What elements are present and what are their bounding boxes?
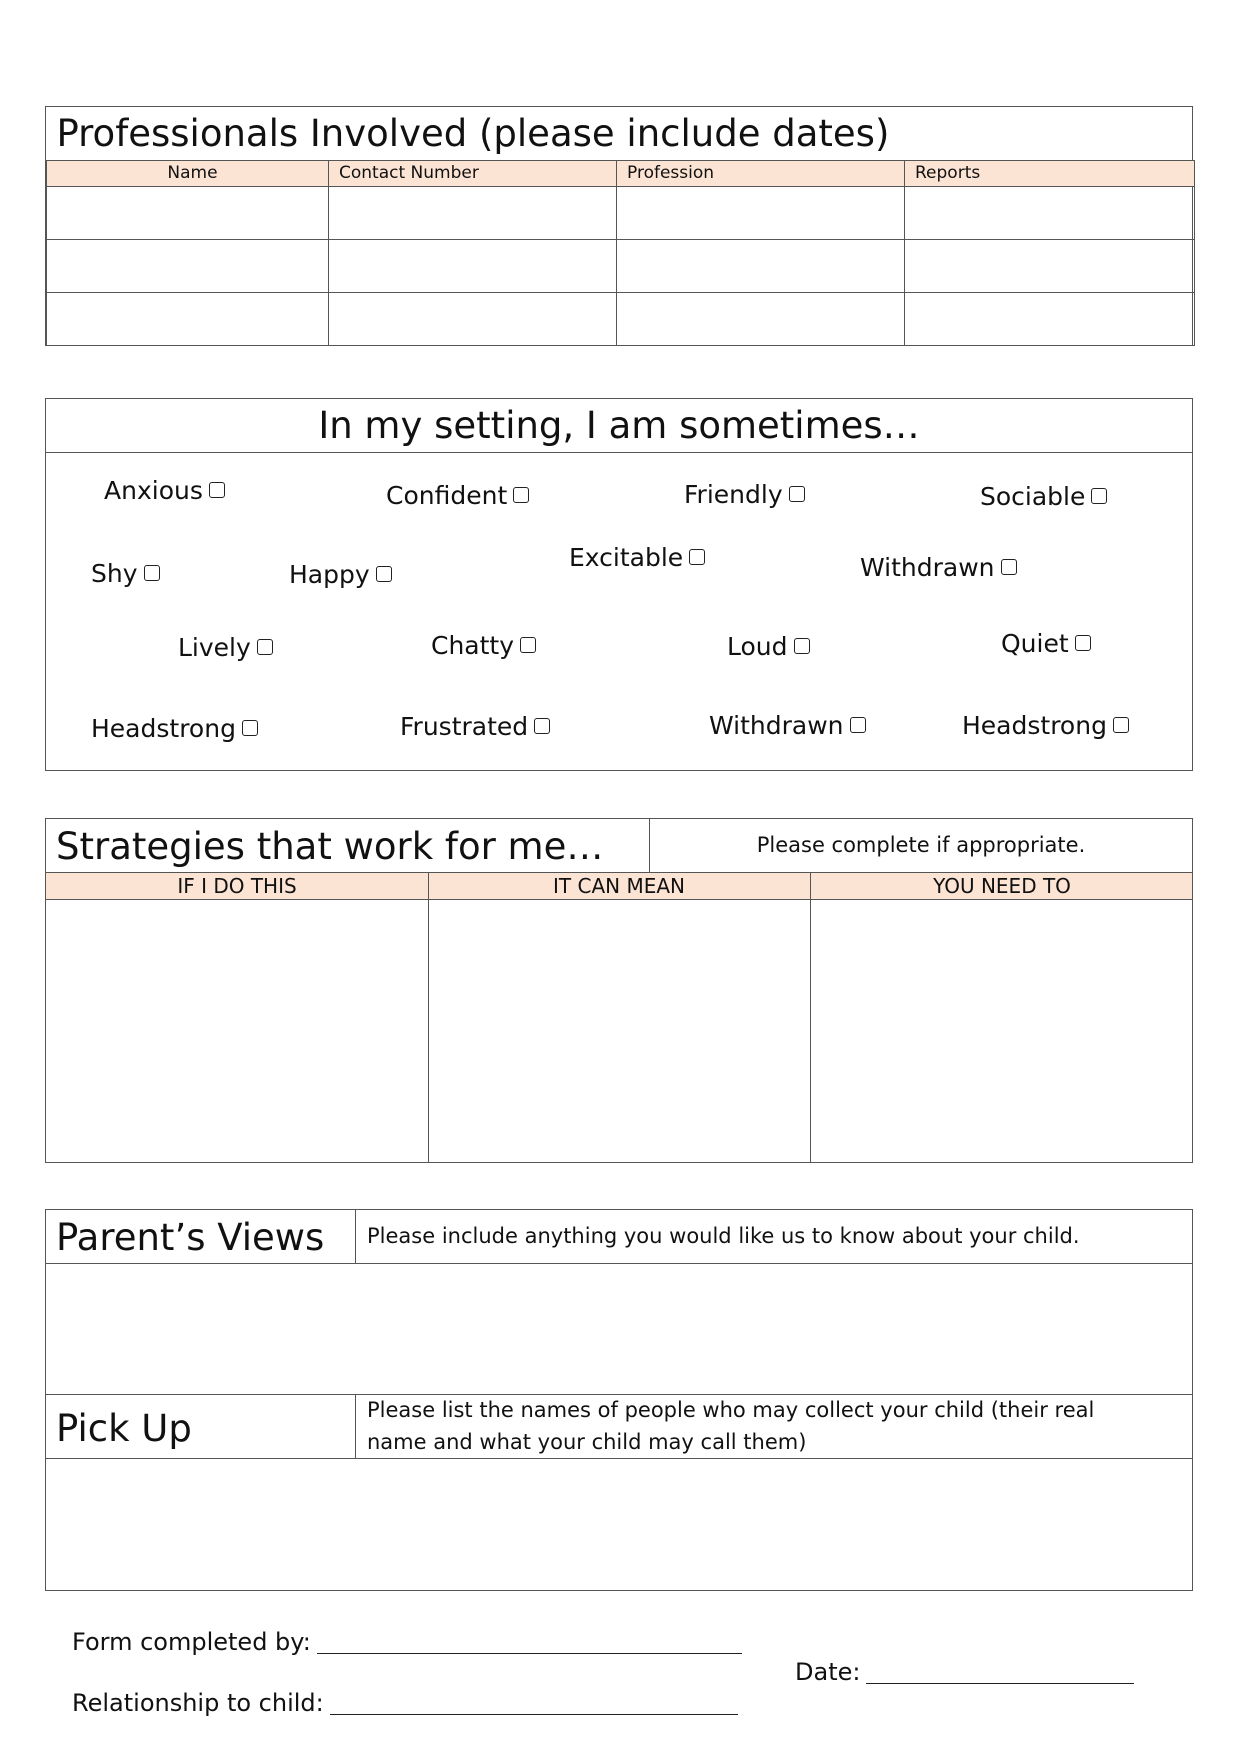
- checkbox-label: Confident: [386, 481, 508, 510]
- pick-up-title: Pick Up: [56, 1407, 192, 1450]
- checkbox-square-icon[interactable]: [1113, 717, 1129, 733]
- profession-cell[interactable]: [617, 186, 905, 239]
- checkbox-label: Withdrawn: [860, 553, 995, 582]
- checkbox-excitable[interactable]: [569, 543, 705, 572]
- checkbox-label: Excitable: [569, 543, 684, 572]
- relationship-row: [72, 1689, 738, 1717]
- strategies-section: [45, 818, 1193, 1163]
- checkbox-square-icon[interactable]: [689, 549, 705, 565]
- if-i-do-this-field[interactable]: [46, 901, 428, 1162]
- pick-up-field[interactable]: [46, 1460, 1192, 1590]
- checkbox-square-icon[interactable]: [513, 487, 529, 503]
- checkbox-label: Anxious: [104, 476, 203, 505]
- parents-views-field[interactable]: [46, 1265, 1192, 1393]
- table-row: [47, 239, 1195, 292]
- you-need-to-field[interactable]: [811, 901, 1192, 1162]
- table-row: [47, 186, 1195, 239]
- strategies-note: Please complete if appropriate.: [756, 833, 1086, 857]
- checkbox-withdrawn-2[interactable]: [709, 711, 866, 740]
- checkbox-square-icon[interactable]: [1075, 635, 1091, 651]
- pick-up-note-line: Please list the names of people who may collect your child (their real: [367, 1398, 1095, 1422]
- checkbox-confident[interactable]: [386, 481, 529, 510]
- parents-views-note: Please include anything you would like us to know about your child.: [367, 1224, 1080, 1248]
- checkbox-label: Happy: [289, 560, 370, 589]
- checkbox-loud[interactable]: [727, 632, 810, 661]
- checkbox-chatty[interactable]: [431, 631, 536, 660]
- divider: [46, 1458, 1192, 1459]
- name-cell[interactable]: [47, 239, 329, 292]
- setting-section: [45, 398, 1193, 771]
- checkbox-square-icon[interactable]: [794, 638, 810, 654]
- column-header-reports: Reports: [905, 160, 1195, 186]
- strategies-title: Strategies that work for me…: [46, 819, 650, 872]
- checkbox-label: Withdrawn: [709, 711, 844, 740]
- checkbox-shy[interactable]: [91, 559, 160, 588]
- name-cell[interactable]: [47, 186, 329, 239]
- relationship-field[interactable]: [330, 1689, 738, 1715]
- reports-cell[interactable]: [905, 292, 1195, 345]
- column-header-contact-number: Contact Number: [329, 160, 617, 186]
- date-label: Date:: [795, 1658, 861, 1686]
- column-header-you-need-to: YOU NEED TO: [933, 874, 1071, 898]
- checkbox-square-icon[interactable]: [144, 565, 160, 581]
- completed-by-label: Form completed by:: [72, 1628, 311, 1656]
- checkbox-frustrated[interactable]: [400, 712, 550, 741]
- profession-cell[interactable]: [617, 239, 905, 292]
- checkbox-quiet[interactable]: [1001, 629, 1091, 658]
- checkbox-headstrong-2[interactable]: [962, 711, 1129, 740]
- column-header-name: Name: [47, 160, 329, 186]
- profession-cell[interactable]: [617, 292, 905, 345]
- professionals-table: [46, 107, 1195, 346]
- checkbox-friendly[interactable]: [684, 480, 805, 509]
- checkbox-square-icon[interactable]: [242, 720, 258, 736]
- contact-number-cell[interactable]: [329, 292, 617, 345]
- divider: [46, 1263, 1192, 1264]
- checkbox-label: Frustrated: [400, 712, 529, 741]
- checkbox-sociable[interactable]: [980, 482, 1107, 511]
- checkbox-withdrawn[interactable]: [860, 553, 1017, 582]
- completed-by-row: [72, 1628, 742, 1656]
- strategies-header-row: [46, 872, 1192, 900]
- parents-pickup-section: [45, 1209, 1193, 1591]
- name-cell[interactable]: [47, 292, 329, 345]
- column-header-it-can-mean: IT CAN MEAN: [553, 874, 685, 898]
- completed-by-field[interactable]: [317, 1628, 742, 1654]
- pick-up-note-line: name and what your child may call them): [367, 1430, 807, 1454]
- checkbox-square-icon[interactable]: [789, 486, 805, 502]
- checkbox-lively[interactable]: [178, 633, 273, 662]
- checkbox-label: Chatty: [431, 631, 515, 660]
- professionals-title: Professionals Involved (please include dates): [47, 107, 1195, 160]
- setting-title: In my setting, I am sometimes…: [46, 399, 1192, 453]
- relationship-label: Relationship to child:: [72, 1689, 324, 1717]
- checkbox-label: Shy: [91, 559, 138, 588]
- checkbox-square-icon[interactable]: [376, 566, 392, 582]
- checkbox-headstrong[interactable]: [91, 714, 258, 743]
- date-row: [795, 1658, 1134, 1686]
- column-header-profession: Profession: [617, 160, 905, 186]
- contact-number-cell[interactable]: [329, 186, 617, 239]
- checkbox-label: Quiet: [1001, 629, 1069, 658]
- professionals-section: [45, 106, 1193, 346]
- contact-number-cell[interactable]: [329, 239, 617, 292]
- column-header-if-i-do-this: IF I DO THIS: [177, 874, 297, 898]
- checkbox-label: Headstrong: [962, 711, 1107, 740]
- reports-cell[interactable]: [905, 239, 1195, 292]
- parents-views-title: Parent’s Views: [56, 1216, 325, 1259]
- checkbox-square-icon[interactable]: [1001, 559, 1017, 575]
- checkbox-happy[interactable]: [289, 560, 392, 589]
- reports-cell[interactable]: [905, 186, 1195, 239]
- checkbox-square-icon[interactable]: [520, 637, 536, 653]
- it-can-mean-field[interactable]: [429, 901, 810, 1162]
- divider: [355, 1210, 356, 1263]
- checkbox-square-icon[interactable]: [1091, 488, 1107, 504]
- checkbox-label: Sociable: [980, 482, 1086, 511]
- checkbox-label: Friendly: [684, 480, 783, 509]
- checkbox-label: Lively: [178, 633, 251, 662]
- checkbox-square-icon[interactable]: [257, 639, 273, 655]
- date-field[interactable]: [866, 1658, 1134, 1684]
- checkbox-label: Headstrong: [91, 714, 236, 743]
- checkbox-square-icon[interactable]: [209, 482, 225, 498]
- checkbox-anxious[interactable]: [104, 476, 225, 505]
- checkbox-label: Loud: [727, 632, 788, 661]
- divider: [355, 1394, 356, 1458]
- checkbox-square-icon[interactable]: [850, 717, 866, 733]
- checkbox-square-icon[interactable]: [534, 718, 550, 734]
- table-row: [47, 292, 1195, 345]
- pick-up-note: [367, 1394, 1094, 1458]
